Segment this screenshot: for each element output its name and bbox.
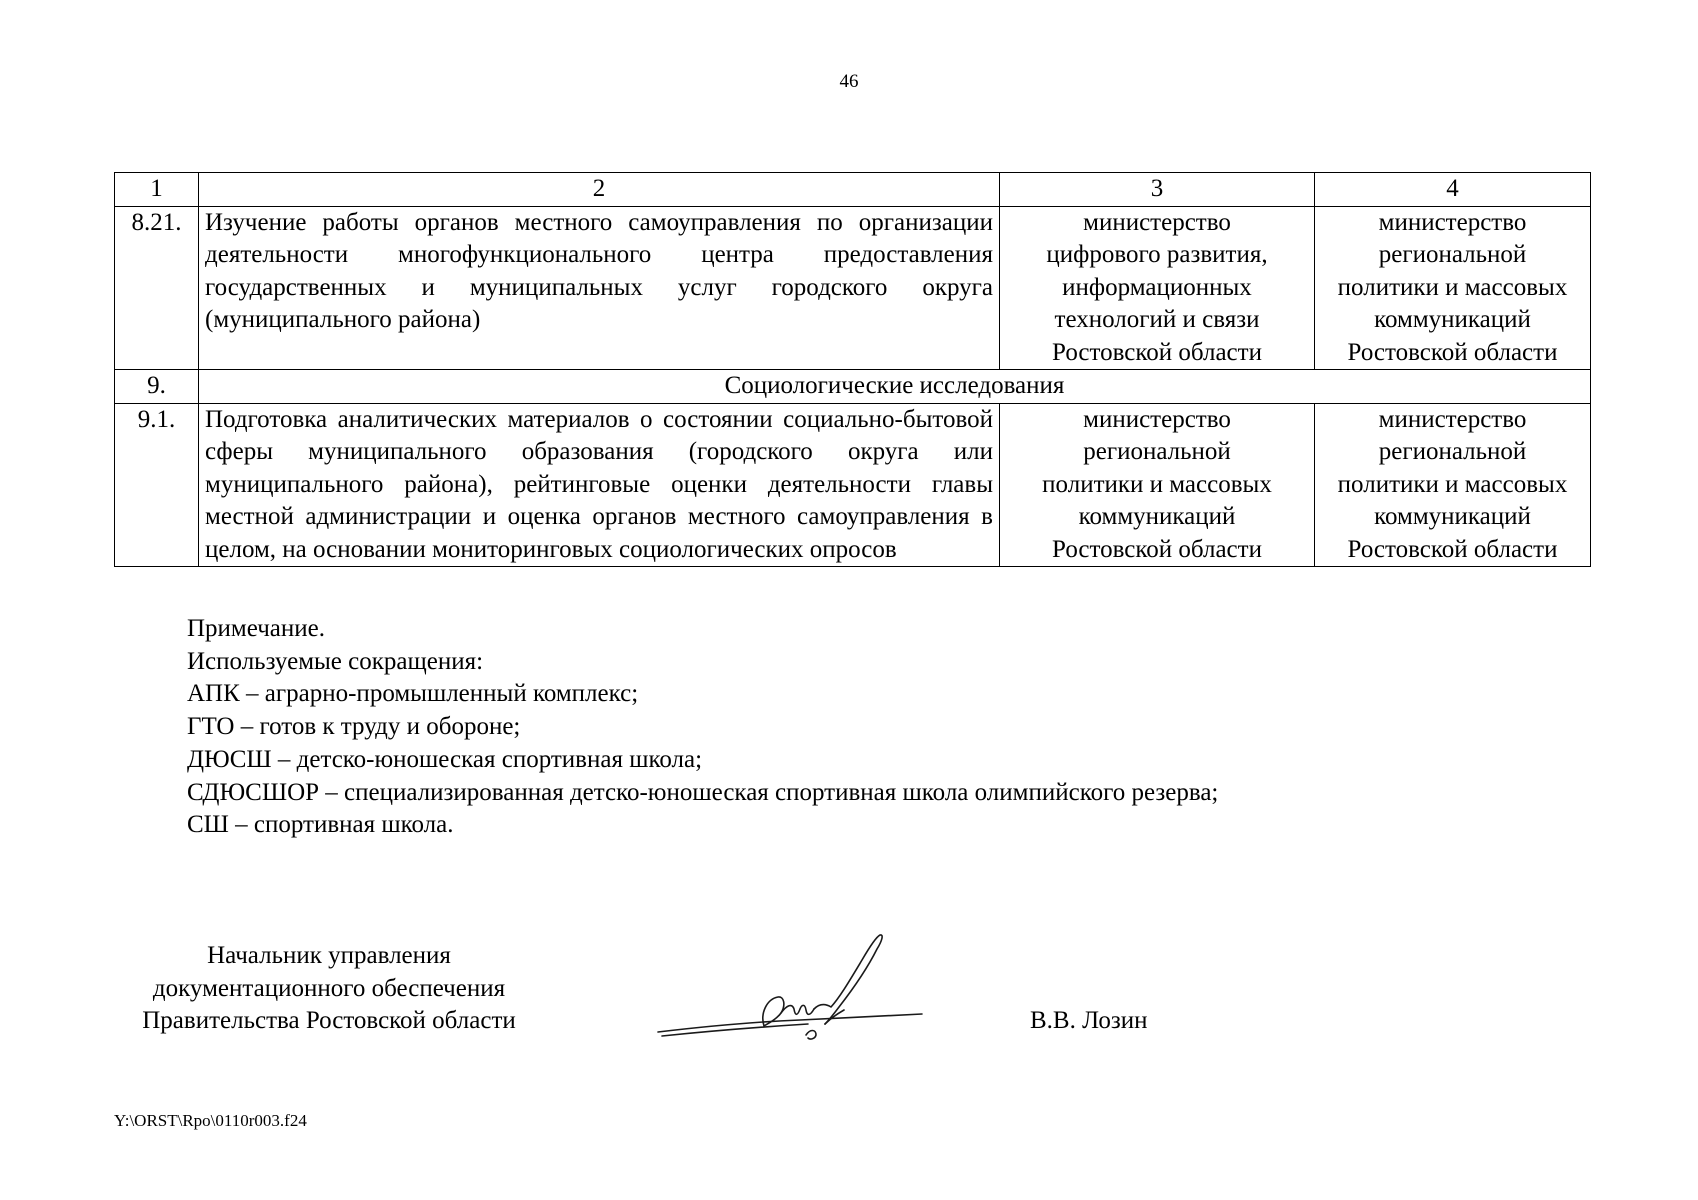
ministry-line: коммуникаций [1078,503,1236,530]
measures-table [114,172,1591,567]
table-row [115,206,1591,370]
responsible-ministry [1000,206,1315,370]
coordinating-ministry [1315,206,1591,370]
column-header: 2 [199,173,1000,207]
abbreviation-item: ГТО – готов к труду и обороне; [187,713,521,741]
row-number: 8.21. [115,206,199,370]
ministry-line: коммуникаций [1374,503,1531,530]
ministry-line: политики и массовых [1042,470,1272,498]
ministry-line: министерство [1083,208,1231,236]
row-description: Подготовка аналитических материалов о состоянии социально-бытовой сферы муниципального образования (городского округа или муниципального района), рейтинговые оценки деятельности главы местной администрации и оценка органов местного самоуправления в целом, на основании мониторинговых социологических опросов [199,403,1000,567]
ministry-line: министерство [1378,208,1527,236]
ministry-line: региональной [1083,438,1231,465]
abbreviation-item: АПК – аграрно-промышленный комплекс; [187,680,639,708]
ministry-line: Ростовской области [1347,535,1558,563]
file-path: Y:\ORST\Rpo\0110r003.f24 [114,1111,307,1130]
column-header: 4 [1315,173,1591,207]
ministry-line: министерство [1083,405,1231,433]
signature-icon [650,925,930,1050]
note-heading: Примечание. [187,615,326,642]
column-header: 1 [115,173,199,207]
ministry-line: Ростовской области [1347,338,1558,366]
signer-title [104,940,554,1038]
row-description: Изучение работы органов местного самоуправления по организации деятельности многофункционального центра предоставления государственных и муниципальных услуг городского округа (муниципального района) [199,206,1000,370]
ministry-line: Ростовской области [1052,535,1262,563]
ministry-line: цифрового развития, [1046,241,1268,268]
column-header: 3 [1000,173,1315,207]
signer-title-line: Начальник управления [207,942,451,969]
ministry-line: политики и массовых [1337,470,1568,498]
ministry-line: региональной [1378,438,1527,465]
section-title: Социологические исследования [199,370,1591,404]
responsible-ministry [1000,403,1315,567]
row-number: 9.1. [115,403,199,567]
abbreviation-item: ДЮСШ – детско-юношеская спортивная школа; [187,745,703,773]
ministry-line: министерство [1378,405,1527,433]
abbreviation-item: СШ – спортивная школа. [187,811,454,839]
signer-name: В.В. Лозин [1030,1007,1148,1034]
table-header-row [115,173,1591,207]
section-number: 9. [115,370,199,404]
abbreviations-note [187,613,1218,842]
ministry-line: политики и массовых [1337,273,1568,301]
signer-title-line: документационного обеспечения [152,974,506,1002]
coordinating-ministry [1315,403,1591,567]
ministry-line: технологий и связи [1054,306,1260,333]
signer-title-line: Правительства Ростовской области [142,1007,516,1034]
ministry-line: Ростовской области [1052,338,1262,366]
note-subheading: Используемые сокращения: [187,647,484,675]
table-row [115,403,1591,567]
ministry-line: информационных [1062,273,1252,301]
page-number: 46 [839,71,859,92]
section-row [115,370,1591,404]
ministry-line: коммуникаций [1374,306,1531,333]
abbreviation-item: СДЮСШОР – специализированная детско-юношеская спортивная школа олимпийского резерва; [187,778,1219,806]
ministry-line: региональной [1378,241,1527,268]
